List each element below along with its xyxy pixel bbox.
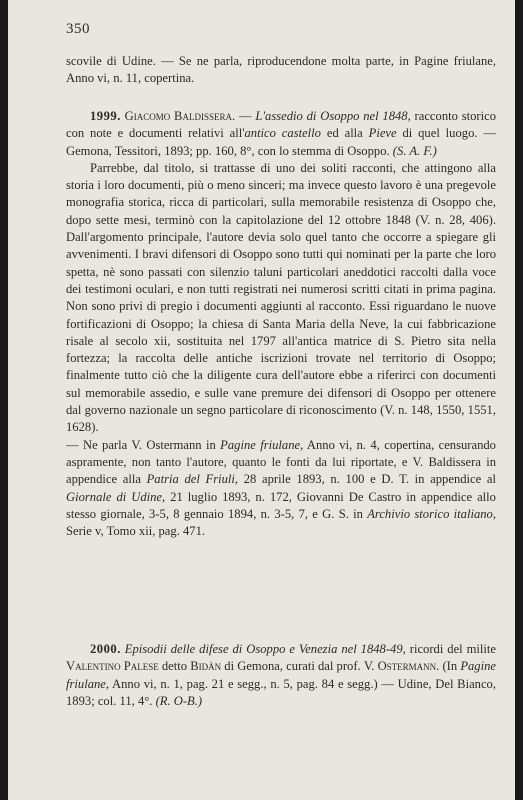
entry-1999 (66, 108, 496, 540)
entry-sigla: (S. A. F.) (392, 143, 437, 158)
entry-author: Giacomo Baldissera. (124, 109, 236, 123)
entry-title: Episodii delle difese di Osoppo e Venezia nel 1848-49, (124, 642, 406, 656)
continuation-text: scovile di Udine. — Se ne parla, riproducendone molta parte, in Pagine friulane, Anno vi, n. 11, copertina. (66, 54, 496, 86)
entry-number: 1999. (90, 109, 121, 123)
entry-heading: 2000. Episodii delle difese di Osoppo e Venezia nel 1848-49, ricordi del milite Valentino Palese detto Bidàn di Gemona, curati dal prof. V. Ostermann. (In Pagine friulane, Anno vi, n. 1, pag. 21 e segg., n. 5, pag. 84 e segg.) — Udine, Del Bianco, 1893; col. 11, 4°. (R. O-B.) (66, 642, 496, 708)
entry-sigla: (R. O-B.) (155, 693, 203, 708)
entry-number: 2000. (90, 642, 121, 656)
entry-body: Parrebbe, dal titolo, si trattasse di uno dei soliti racconti, che attingono alla storia i loro documenti, più o meno sinceri; ma invece questo lavoro è una pregevole monografia storica, ricca di particolari, sulla memorabile resistenza di Osoppo che, dopo sette mesi, terminò con la capitolazione del 12 ottobre 1848 (V. n. 28, 406). Dall'argomento principale, l'autore devia solo quel tanto che occorre a spiegare gli avvenimenti. I bravi difensori di Osoppo sono tutti qui nominati per la parte che loro spetta, nè sono passati con silenzio taluni particolari aneddotici raccolti dalla voce dei testimoni oculari, e non tutti registrati nei numerosi scritti citati in prima pagina. Non sono privi di pregio i documenti aggiunti al racconto. Essi riguardano le nuove fortificazioni di Osoppo; la chiesa di Santa Maria della Neve, la cui fabbricazione risale al secolo xii, sostituita nel 1797 all'antica matrice di S. Pietro sita nella fortezza; la raccolta delle antiche iscrizioni trovate nel territorio di Osoppo; finalmente tutto ciò che la diligente cura dell'autore ebbe a riferirci con documenti sul memorabile assedio, e sulle vane premure dei difensori di Osoppo per ottenere dal governo nazionale un segno particolare di riconoscimento (V. n. 148, 1550, 1551, 1628). (66, 160, 496, 435)
entry-references: — Ne parla V. Ostermann in Pagine friulane, Anno vi, n. 4, copertina, censurando aspramente, non tanto l'autore, quanto le fonti da lui riportate, e V. Baldissera in appendice alla Patria del Friuli, 28 aprile 1893, n. 100 e D. T. in appendice al Giornale di Udine, 21 luglio 1893, n. 172, Giovanni De Castro in appendice allo stesso giornale, 3-5, 8 gennaio 1894, n. 3-5, 7, e G. S. in Archivio storico italiano, Serie v, Tomo xii, pag. 471. (66, 437, 496, 539)
entry-title: L'assedio di Osoppo nel 1848, (255, 109, 411, 123)
entry-heading: 1999. Giacomo Baldissera. — L'assedio di Osoppo nel 1848, racconto storico con note e documenti relativi all'antico castello ed alla Pieve di quel luogo. — Gemona, Tessitori, 1893; pp. 160, 8°, con lo stemma di Osoppo. (S. A. F.) (66, 109, 496, 158)
page-number: 350 (66, 21, 90, 37)
book-page (8, 0, 515, 800)
entry-2000 (66, 641, 496, 710)
